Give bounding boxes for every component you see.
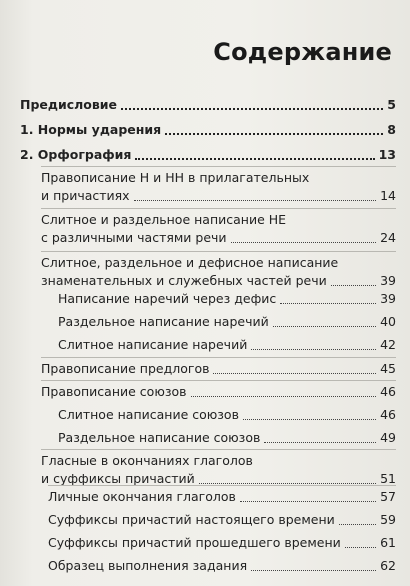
dot-leader bbox=[121, 108, 383, 110]
dot-leader bbox=[191, 396, 377, 397]
entry-separator bbox=[41, 251, 396, 252]
toc-entry-title: Суффиксы причастий прошедшего времени bbox=[48, 535, 341, 550]
toc-entry[interactable] bbox=[20, 121, 396, 139]
toc-entry-title: Раздельное написание наречий bbox=[58, 314, 269, 329]
toc-page-number: 42 bbox=[380, 337, 396, 352]
toc-entry-title: Слитное написание наречий bbox=[58, 337, 248, 352]
toc-entry-title: знаменательных и служебных частей речи bbox=[41, 273, 327, 288]
toc-page-number: 8 bbox=[387, 122, 396, 137]
dot-leader bbox=[199, 483, 376, 484]
toc-entry[interactable] bbox=[48, 534, 396, 552]
toc-page-number: 39 bbox=[380, 291, 396, 306]
dot-leader bbox=[251, 349, 376, 350]
entry-separator bbox=[41, 208, 396, 209]
toc-page-number: 59 bbox=[380, 512, 396, 527]
toc-page-number: 49 bbox=[380, 430, 396, 445]
entry-separator bbox=[41, 357, 396, 358]
toc-entry-title: Слитное написание союзов bbox=[58, 407, 239, 422]
toc-entry-title: Слитное, раздельное и дефисное написание bbox=[41, 255, 339, 270]
toc-entry[interactable] bbox=[20, 146, 396, 164]
dot-leader bbox=[280, 303, 376, 304]
dot-leader bbox=[339, 524, 376, 525]
dot-leader bbox=[251, 570, 376, 571]
toc-page-number: 57 bbox=[380, 489, 396, 504]
toc-entry-title: Написание наречий через дефис bbox=[58, 291, 277, 306]
toc-entry[interactable] bbox=[41, 452, 396, 488]
dot-leader bbox=[134, 200, 377, 201]
toc-entry[interactable] bbox=[41, 383, 396, 401]
toc-entry-title: Раздельное написание союзов bbox=[58, 430, 261, 445]
toc-entry[interactable] bbox=[48, 557, 396, 575]
toc-entry-title: Личные окончания глаголов bbox=[48, 489, 236, 504]
toc-page-number: 40 bbox=[380, 314, 396, 329]
toc-page-number: 46 bbox=[380, 407, 396, 422]
toc-entry[interactable] bbox=[58, 429, 396, 447]
toc-page-number: 24 bbox=[380, 230, 396, 245]
toc-entry[interactable] bbox=[58, 290, 396, 308]
entry-separator bbox=[41, 380, 396, 381]
dot-leader bbox=[165, 133, 383, 135]
toc-entry[interactable] bbox=[41, 360, 396, 378]
dot-leader bbox=[231, 242, 377, 243]
dot-leader bbox=[331, 285, 376, 286]
toc-page-number: 45 bbox=[380, 361, 396, 376]
dot-leader bbox=[213, 373, 376, 374]
dot-leader bbox=[273, 326, 376, 327]
toc-entry-title: Правописание союзов bbox=[41, 384, 187, 399]
dot-leader bbox=[135, 158, 374, 160]
toc-entry[interactable] bbox=[48, 511, 396, 529]
toc-page-number: 61 bbox=[380, 535, 396, 550]
toc-entry-title: Суффиксы причастий настоящего времени bbox=[48, 512, 335, 527]
toc-entry-title: Образец выполнения задания bbox=[48, 558, 248, 573]
toc-entry[interactable] bbox=[41, 254, 396, 290]
toc-entry-title: 2. Орфография bbox=[20, 147, 132, 162]
toc-page-number: 5 bbox=[387, 97, 396, 112]
toc-entry-title: с различными частями речи bbox=[41, 230, 227, 245]
toc-entry[interactable] bbox=[58, 313, 396, 331]
toc-entry-title: и причастиях bbox=[41, 188, 130, 203]
toc-entry-title: Правописание предлогов bbox=[41, 361, 210, 376]
toc-page-number: 39 bbox=[380, 273, 396, 288]
dot-leader bbox=[264, 442, 376, 443]
toc-entry[interactable] bbox=[58, 406, 396, 424]
page-title: Содержание bbox=[213, 38, 392, 66]
toc-entry[interactable] bbox=[48, 488, 396, 506]
toc-entry-title: Предисловие bbox=[20, 97, 118, 112]
dot-leader bbox=[240, 501, 376, 502]
toc-entry[interactable] bbox=[41, 169, 396, 205]
toc-entry[interactable] bbox=[41, 211, 396, 247]
toc-page-number: 14 bbox=[380, 188, 396, 203]
toc-entry-title: Правописание Н и НН в прилагательных bbox=[41, 170, 310, 185]
toc-page-number: 62 bbox=[380, 558, 396, 573]
dot-leader bbox=[243, 419, 376, 420]
dot-leader bbox=[345, 547, 376, 548]
toc-entry-title: Слитное и раздельное написание НЕ bbox=[41, 212, 287, 227]
entry-separator bbox=[41, 166, 396, 167]
toc-page-number: 51 bbox=[380, 471, 396, 486]
toc-entry[interactable] bbox=[20, 96, 396, 114]
toc-entry-title: Гласные в окончаниях глаголов bbox=[41, 453, 253, 468]
toc-page-number: 13 bbox=[378, 147, 396, 162]
toc-page-number: 46 bbox=[380, 384, 396, 399]
entry-separator bbox=[48, 485, 396, 486]
toc-entry-title: 1. Нормы ударения bbox=[20, 122, 162, 137]
toc-entry[interactable] bbox=[58, 336, 396, 354]
entry-separator bbox=[41, 449, 396, 450]
toc-entry-title: и суффиксы причастий bbox=[41, 471, 195, 486]
